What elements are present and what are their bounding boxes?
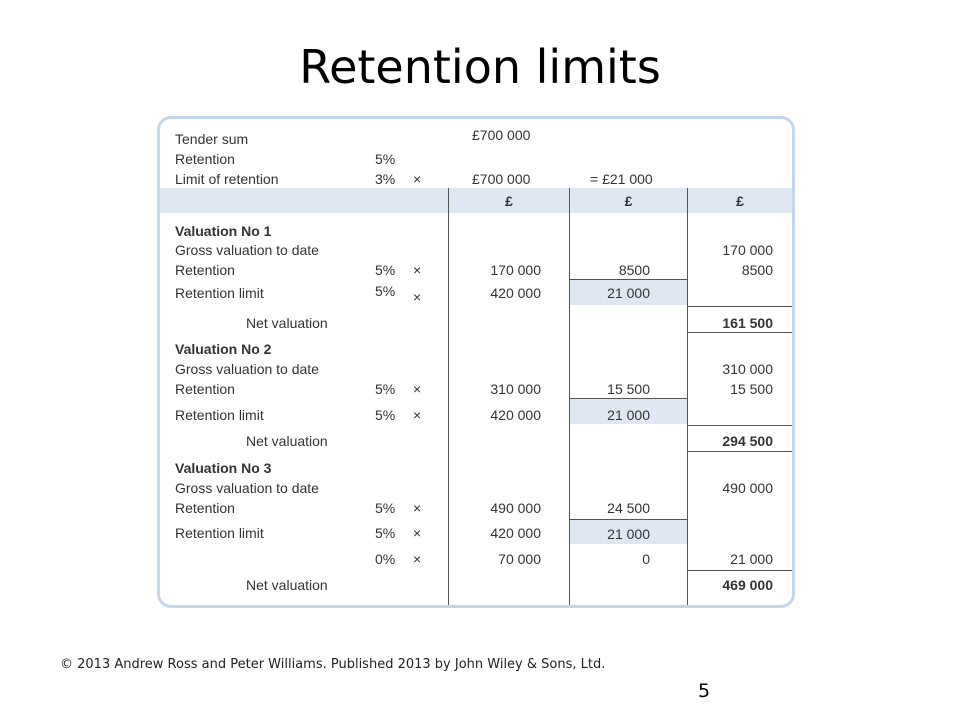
times-sign: ×: [413, 171, 422, 187]
retention-total: 15 500: [730, 381, 773, 397]
limit-base: 420 000: [490, 525, 541, 541]
limit-label: Retention limit: [175, 285, 264, 301]
row-rule: [569, 519, 687, 520]
limit-label: Limit of retention: [175, 171, 279, 187]
limit-pct: 5%: [375, 283, 396, 299]
limit-amount: £700 000: [472, 171, 531, 187]
net-value: 469 000: [722, 577, 773, 593]
retention-table: [157, 116, 795, 608]
extra-pct: 0%: [375, 551, 396, 567]
row-rule: [687, 451, 792, 452]
retention-amount: 24 500: [607, 500, 650, 516]
retention-label: Retention: [175, 262, 235, 278]
retention-amount: 15 500: [607, 381, 650, 397]
times-sign: ×: [413, 500, 422, 516]
limit-amount: 21 000: [607, 285, 650, 301]
net-label: Net valuation: [246, 577, 328, 593]
limit-pct: 5%: [375, 525, 396, 541]
limit-pct: 5%: [375, 407, 396, 423]
retention-total: 8500: [741, 262, 773, 278]
currency-header: £: [505, 193, 513, 209]
valuation-heading: Valuation No 3: [175, 460, 272, 476]
gross-label: Gross valuation to date: [175, 480, 319, 496]
times-sign: ×: [413, 381, 422, 397]
retention-pct: 5%: [375, 381, 396, 397]
page-number: 5: [698, 680, 711, 702]
extra-total: 21 000: [730, 551, 773, 567]
times-sign: ×: [413, 289, 422, 305]
limit-label: Retention limit: [175, 525, 264, 541]
gross-label: Gross valuation to date: [175, 361, 319, 377]
gross-label: Gross valuation to date: [175, 242, 319, 258]
row-rule: [569, 398, 687, 399]
retention-pct: 5%: [375, 151, 396, 167]
row-rule: [687, 425, 792, 426]
limit-amount: 21 000: [607, 526, 650, 542]
row-rule: [569, 279, 687, 280]
gross-value: 310 000: [722, 361, 773, 377]
retention-pct: 5%: [375, 262, 396, 278]
retention-label: Retention: [175, 500, 235, 516]
limit-result: = £21 000: [590, 171, 653, 187]
net-label: Net valuation: [246, 433, 328, 449]
net-label: Net valuation: [246, 315, 328, 331]
valuation-heading: Valuation No 2: [175, 341, 272, 357]
gross-value: 490 000: [722, 480, 773, 496]
extra-base: 70 000: [498, 551, 541, 567]
limit-base: 420 000: [490, 285, 541, 301]
tender-amount: £700 000: [472, 127, 531, 143]
times-sign: ×: [413, 262, 422, 278]
row-rule: [687, 570, 792, 571]
limit-amount: 21 000: [607, 407, 650, 423]
limit-base: 420 000: [490, 407, 541, 423]
retention-pct: 5%: [375, 500, 396, 516]
copyright-notice: © 2013 Andrew Ross and Peter Williams. Published 2013 by John Wiley & Sons, Ltd.: [60, 657, 606, 672]
valuation-heading: Valuation No 1: [175, 223, 272, 239]
extra-amount: 0: [642, 551, 650, 567]
retention-label: Retention: [175, 151, 235, 167]
limit-pct: 3%: [375, 171, 396, 187]
retention-base: 490 000: [490, 500, 541, 516]
times-sign: ×: [413, 551, 422, 567]
retention-label: Retention: [175, 381, 235, 397]
currency-header: £: [624, 193, 633, 209]
currency-header: £: [736, 193, 744, 209]
row-rule: [687, 332, 792, 333]
limit-label: Retention limit: [175, 407, 264, 423]
retention-amount: 8500: [618, 262, 650, 278]
gross-value: 170 000: [722, 242, 773, 258]
net-value: 161 500: [722, 315, 773, 331]
times-sign: ×: [413, 407, 422, 423]
slide-title: Retention limits: [299, 40, 661, 94]
tender-label: Tender sum: [175, 131, 249, 147]
times-sign: ×: [413, 525, 422, 541]
row-rule: [687, 306, 792, 307]
retention-base: 310 000: [490, 381, 541, 397]
net-value: 294 500: [722, 433, 773, 449]
retention-base: 170 000: [490, 262, 541, 278]
